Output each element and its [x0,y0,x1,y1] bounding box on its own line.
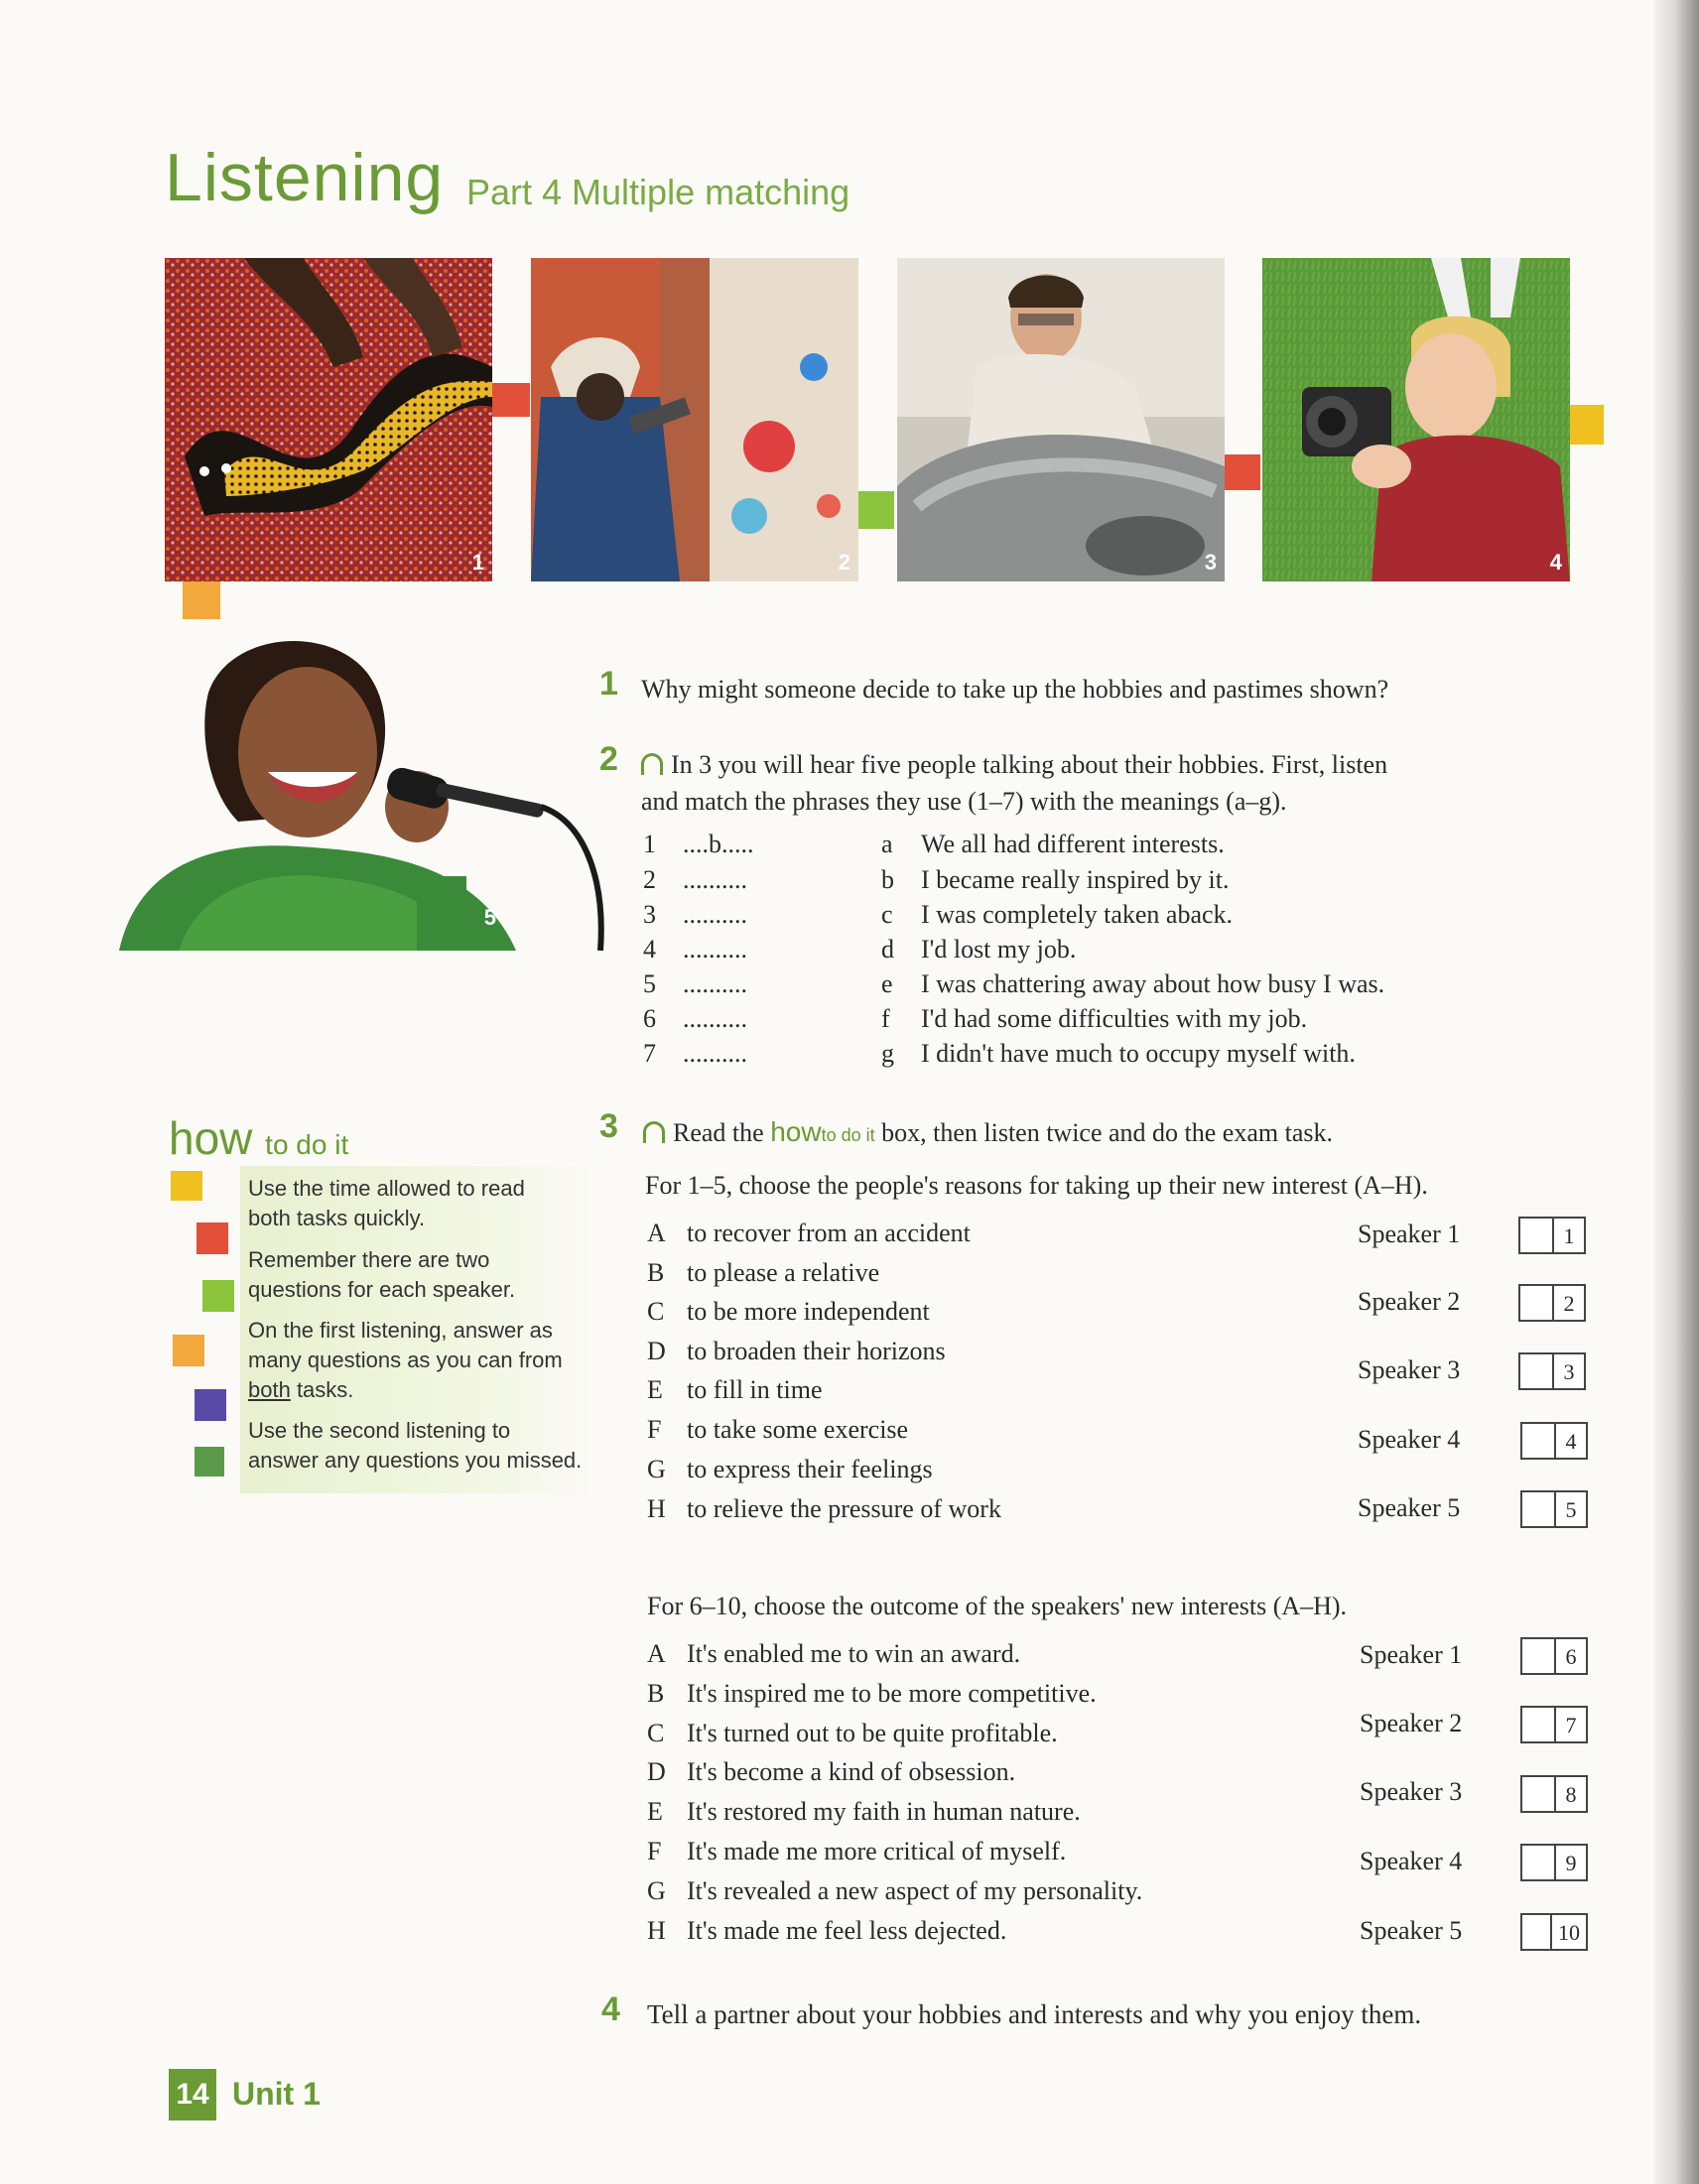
speaker-label: Speaker 4 [1360,1847,1463,1875]
task-1-instruction: For 1–5, choose the people's reasons for taking up their new interest (A–H). [645,1171,1428,1200]
speaker-label: Speaker 4 [1358,1425,1461,1454]
speaker-label: Speaker 1 [1358,1220,1461,1248]
speaker-label: Speaker 2 [1358,1287,1461,1316]
color-square [183,581,220,619]
phrase-row: 2 .......... [643,865,747,894]
option-row: A to recover from an accident [647,1219,971,1247]
exercise-3-instruction: Read the howto do it box, then listen twice and do the exam task. [643,1113,1333,1154]
meaning-row: f I'd had some difficulties with my job. [881,1004,1308,1033]
phrase-row: 3 .......... [643,900,747,929]
page-title: Listening [165,140,445,215]
meaning-row: c I was completely taken aback. [881,900,1234,929]
tip-2: Remember there are two questions for each speaker. [248,1247,516,1302]
phrase-row: 7 .......... [643,1039,747,1068]
color-square [1225,454,1260,490]
color-square [858,491,894,529]
speaker-label: Speaker 3 [1360,1777,1463,1806]
part-label: Part 4 [466,172,563,212]
page-subtitle [466,172,859,213]
section-name: Multiple matching [572,172,850,212]
meaning-row: a We all had different interests. [881,830,1225,858]
tip-square [196,1222,228,1254]
phrase-row: 5 .......... [643,969,747,998]
option-row: A It's enabled me to win an award. [647,1639,1021,1668]
tip-square [171,1171,202,1201]
page-spine-shadow [1653,0,1699,2184]
answer-blank[interactable]: .......... [683,1004,747,1033]
answer-box[interactable]: 1 [1518,1217,1586,1254]
speaker-label: Speaker 2 [1360,1709,1463,1737]
photo-number: 2 [838,550,850,575]
color-square [1570,405,1604,445]
photo-dot-painting [165,258,492,581]
option-row: B It's inspired me to be more competitive. [647,1679,1097,1708]
speaker-label: Speaker 3 [1358,1355,1461,1384]
meaning-row: d I'd lost my job. [881,935,1077,964]
page-number: 14 [169,2069,216,2120]
option-row: H It's made me feel less dejected. [647,1916,1007,1945]
meaning-row: g I didn't have much to occupy myself with. [881,1039,1356,1068]
meaning-row: b I became really inspired by it. [881,865,1230,894]
option-row: E It's restored my faith in human nature. [647,1797,1081,1826]
answer-box[interactable]: 10 [1520,1913,1588,1951]
answer-box[interactable]: 8 [1520,1775,1588,1813]
tip-4: Use the second listening to answer any questions you missed. [248,1418,583,1473]
meaning-row: e I was chattering away about how busy I was. [881,969,1385,998]
option-row: B to please a relative [647,1258,880,1287]
answer-box[interactable]: 6 [1520,1637,1588,1675]
option-row: H to relieve the pressure of work [647,1494,1001,1523]
option-row: F to take some exercise [647,1415,909,1444]
answer-blank[interactable]: .......... [683,865,747,894]
answer-box[interactable]: 7 [1520,1706,1588,1743]
option-row: F It's made me more critical of myself. [647,1837,1067,1865]
speaker-label: Speaker 1 [1360,1640,1463,1669]
exercise-number: 4 [601,1991,620,2028]
phrase-row: 1 ....b..... [643,830,754,858]
option-row: C It's turned out to be quite profitable. [647,1719,1058,1747]
photo-number: 1 [471,550,484,575]
answer-box[interactable]: 5 [1520,1490,1588,1528]
photo-graffiti-painter [531,258,858,581]
answer-blank[interactable]: .......... [683,969,747,998]
tip-square [195,1447,224,1477]
tip-square [173,1335,204,1366]
option-row: C to be more independent [647,1297,930,1326]
photo-number: 4 [1549,550,1562,575]
headphones-icon [641,753,663,775]
tip-square [202,1280,234,1312]
option-row: G It's revealed a new aspect of my personality. [647,1876,1143,1905]
phrase-row: 4 .......... [643,935,747,964]
headphones-icon [643,1121,665,1143]
exercise-1-text: Why might someone decide to take up the hobbies and pastimes shown? [641,675,1389,704]
unit-label: Unit 1 [232,2076,321,2112]
answer-box[interactable]: 3 [1518,1352,1586,1390]
photo-photographer [1262,258,1570,581]
answer-blank[interactable]: ....b..... [683,830,754,858]
answer-blank[interactable]: .......... [683,1039,747,1068]
exercise-2-line-1: In 3 you will hear five people talking about their hobbies. First, listen [641,746,1387,783]
tip-1: Use the time allowed to read both tasks quickly. [248,1176,525,1230]
photo-number: 5 [483,905,496,930]
answer-box[interactable]: 4 [1520,1422,1588,1460]
option-row: G to express their feelings [647,1455,933,1483]
answer-box[interactable]: 2 [1518,1284,1586,1322]
answer-blank[interactable]: .......... [683,935,747,964]
answer-blank[interactable]: .......... [683,900,747,929]
photo-metalwork [897,258,1225,581]
exercise-number: 2 [599,740,618,778]
exercise-2-line-2: and match the phrases they use (1–7) with the meanings (a–g). [641,787,1287,816]
option-row: D It's become a kind of obsession. [647,1757,1016,1786]
color-square [492,383,530,417]
exercise-number: 3 [599,1107,618,1145]
photo-number: 3 [1204,550,1217,575]
option-row: E to fill in time [647,1375,823,1404]
exercise-4-text: Tell a partner about your hobbies and interests and why you enjoy them. [647,1999,1422,2029]
tip-square [195,1389,226,1421]
exercise-number: 1 [599,665,618,703]
answer-box[interactable]: 9 [1520,1844,1588,1881]
phrase-row: 6 .......... [643,1004,747,1033]
speaker-label: Speaker 5 [1358,1493,1461,1522]
task-2-instruction: For 6–10, choose the outcome of the speakers' new interests (A–H). [647,1592,1348,1620]
photo-singer [119,623,615,951]
speaker-label: Speaker 5 [1360,1916,1463,1945]
tip-3: On the first listening, answer as many questions as you can from both tasks. [248,1318,563,1402]
how-to-do-it-title: how to do it [169,1112,349,1164]
option-row: D to broaden their horizons [647,1337,946,1365]
